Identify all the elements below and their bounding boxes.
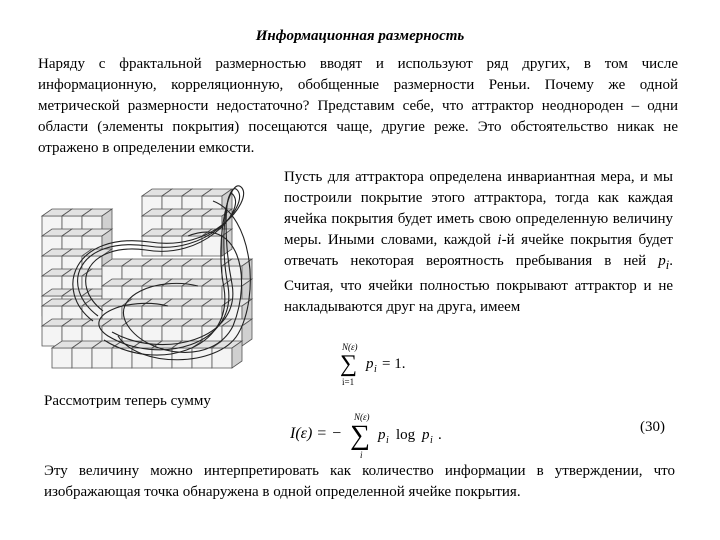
cover-cube (212, 341, 242, 368)
measure-text-3: . Считая, что ячейки полностью покрывают аттрактор и не накладываются друг на друга, имеем (284, 253, 673, 315)
log-operator: log (396, 427, 416, 443)
equation-rhs: = 1. (382, 356, 406, 372)
sigma-symbol: ∑ (340, 351, 358, 377)
information-sum-equation (290, 408, 460, 460)
measure-text-2: -й ячейке покрытия будет отвечать некоторая вероятность пребывания в ней (284, 232, 673, 269)
term-p: p (366, 356, 374, 372)
equation-end: . (438, 427, 442, 443)
prob-sub: i (665, 258, 670, 272)
page-title: Информационная размерность (255, 28, 465, 44)
equation-lhs: I(ε) = − (290, 425, 342, 442)
sigma-symbol-2: ∑ (350, 420, 370, 451)
sum-lower-limit: i=1 (342, 377, 355, 387)
prob-p: p (658, 253, 666, 269)
sum-upper-limit: N(ε) (342, 342, 358, 352)
measure-paragraph (284, 167, 673, 318)
attractor-cover-figure (38, 176, 272, 376)
sum-intro-paragraph: Рассмотрим теперь сумму (44, 393, 211, 409)
term-sub-2: i (386, 435, 389, 446)
term-p-2: p (378, 427, 386, 443)
normalization-equation (338, 340, 428, 388)
term-p-3: p (422, 427, 430, 443)
intro-paragraph: Наряду с фрактальной размерностью вводят и используют ряд других, в том числе информационную, корреляционную, обобщенные размерности Реньи. Почему же одной метрической размерности недостаточно? Представим себе, что аттрактор неоднороден – одни области (элементы покрытия) посещаются чаще, другие реже. Это обстоятельство никак не отражено в определении емкости. (38, 56, 678, 156)
measure-text-1: Пусть для аттрактора определена инвариантная мера, и мы построили покрытие этого аттрактора, тогда как каждая ячейка покрытия будет иметь свою определенную величину меры. Иными словами, каждой (284, 169, 673, 248)
sum-lower-limit-2: i (360, 450, 363, 460)
sum-upper-limit-2: N(ε) (354, 412, 370, 422)
term-sub-3: i (430, 435, 433, 446)
interpretation-paragraph: Эту величину можно интерпретировать как количество информации в утверждении, что изображающая точка обнаружена в одной определенной ячейке покрытия. (44, 463, 675, 500)
term-sub: i (374, 364, 377, 375)
index-i: i (497, 232, 502, 248)
equation-number: (30) (640, 419, 665, 435)
